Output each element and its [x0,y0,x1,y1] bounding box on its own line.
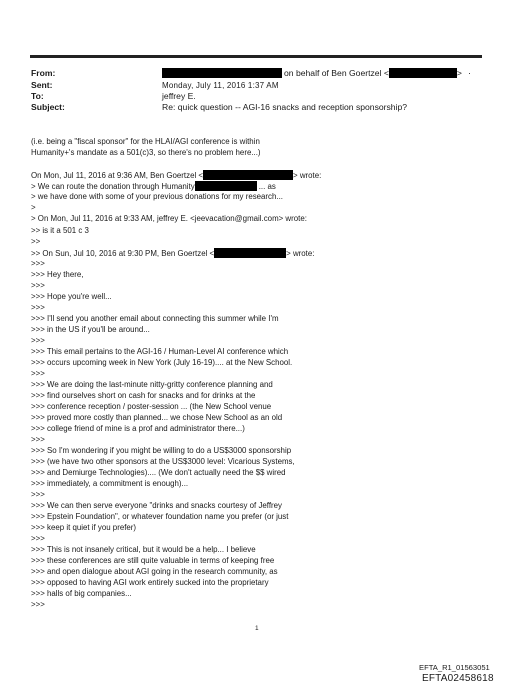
body-line: >>> [31,281,45,290]
body-line [31,248,314,259]
subject-row [31,102,407,112]
page-number: 1 [255,625,259,632]
body-line: >>> [31,369,45,378]
body-line: >>> Hope you're well... [31,292,112,301]
body-line: (i.e. being a "fiscal sponsor" for the HLAI/AGI conference is within [31,137,260,146]
body-line: >>> in the US if you'll be around... [31,325,150,334]
body-line: >>> [31,259,45,268]
body-line: >>> and open dialogue about AGI going in the research community, as [31,567,278,576]
body-text: ... as [258,182,276,191]
body-line: >>> occurs upcoming week in New York (July 16-19).... at the New School. [31,358,293,367]
body-line: > [31,203,36,212]
body-line: >>> college friend of mine is a prof and administrator there...) [31,424,245,433]
body-line [31,181,276,192]
body-line: >>> We are doing the last-minute nitty-gritty conference planning and [31,380,273,389]
body-line: >>> find ourselves short on cash for snacks and for drinks at the [31,391,256,400]
body-line: Humanity+'s mandate as a 501(c)3, so there's no problem here...) [31,148,261,157]
quote-attribution: >> On Sun, Jul 10, 2016 at 9:30 PM, Ben Goertzel < [31,249,215,258]
from-label: From: [31,68,56,78]
redaction-box [162,68,282,78]
body-line: >>> conference reception / poster-session ... (the New School venue [31,402,272,411]
body-line: >> is it a 501 c 3 [31,226,89,235]
sent-value: Monday, July 11, 2016 1:37 AM [162,81,279,90]
body-line: >>> [31,336,45,345]
body-line: >>> these conferences are still quite valuable in terms of keeping free [31,556,275,565]
subject-label: Subject: [31,102,65,112]
stray-mark: · [468,68,471,78]
body-line: >>> This email pertains to the AGI-16 / Human-Level AI conference which [31,347,289,356]
to-row [31,91,196,101]
body-line: >>> This is not insanely critical, but it would be a help... I believe [31,545,256,554]
body-line: >>> So I'm wondering if you might be willing to do a US$3000 sponsorship [31,446,292,455]
body-line: >>> Epstein Foundation", or whatever foundation name you prefer (or just [31,512,289,521]
bates-number-large: EFTA02458618 [422,673,494,684]
body-line: >>> We can then serve everyone "drinks and snacks courtesy of Jeffrey [31,501,282,510]
from-row [31,68,462,78]
from-close: > [456,68,462,78]
quote-attribution-end: > wrote: [293,171,322,180]
body-line: >>> and Demiurge Technologies).... (We don't actually need the $$ wired [31,468,286,477]
quote-attribution-end: > wrote: [286,249,315,258]
body-line: >>> [31,490,45,499]
redaction-box [214,248,286,258]
redaction-box [195,181,257,191]
quote-attribution: On Mon, Jul 11, 2016 at 9:36 AM, Ben Goertzel < [31,171,204,180]
to-value: jeffrey E. [162,91,196,101]
redaction-box [389,68,457,78]
body-line: >>> Hey there, [31,270,84,279]
body-line: >>> [31,435,45,444]
body-line: >>> immediately, a commitment is enough)... [31,479,189,488]
redaction-box [203,170,293,180]
body-line: > On Mon, Jul 11, 2016 at 9:33 AM, jeffrey E. <jeevacation@gmail.com> wrote: [31,214,307,223]
body-line: >>> keep it quiet if you prefer) [31,523,137,532]
body-line: >>> halls of big companies... [31,589,132,598]
body-line: >>> [31,534,45,543]
body-line: >>> opposed to having AGI work entirely sucked into the proprietary [31,578,269,587]
body-line: >>> (we have two other sponsors at the US$3000 level: Vicarious Systems, [31,457,295,466]
sent-row [31,80,279,91]
bates-number-small: EFTA_R1_01563051 [419,663,490,672]
to-label: To: [31,91,44,101]
body-line: >>> I'll send you another email about connecting this summer while I'm [31,314,279,323]
body-line [31,170,321,181]
body-line: >>> [31,600,45,609]
body-line: >>> [31,303,45,312]
body-text: > We can route the donation through Humanity [31,182,195,191]
body-line: > we have done with some of your previous donations for my research... [31,192,283,201]
from-value: on behalf of Ben Goertzel < [284,68,389,78]
header-divider [30,55,482,58]
body-line: >> [31,237,41,246]
subject-value: Re: quick question -- AGI-16 snacks and reception sponsorship? [162,102,408,112]
sent-label: Sent: [31,80,53,90]
body-line: >>> proved more costly than planned... we chose New School as an old [31,413,283,422]
